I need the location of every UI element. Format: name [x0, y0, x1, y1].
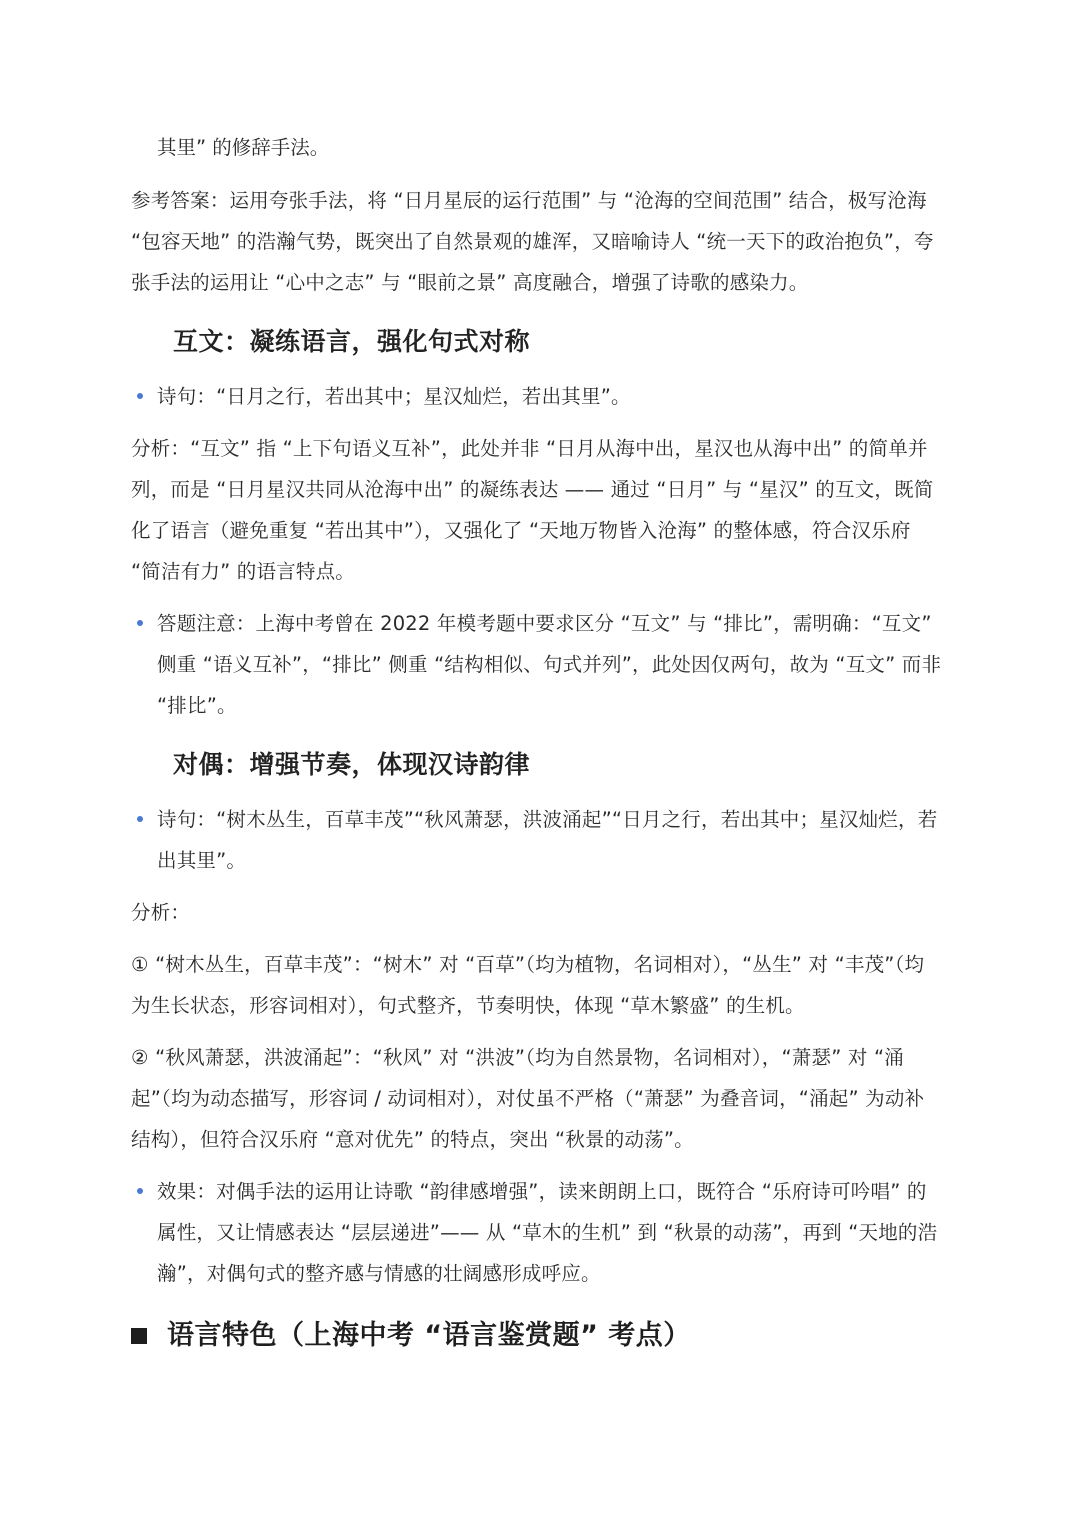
- bullet-huwen-note-text: 答题注意：上海中考曾在 2022 年模考题中要求区分 “互文” 与 “排比”，需明确：“互文” 侧重 “语义互补”，“排比” 侧重 “结构相似、句式并列”，此处因仅两句，故为 “互文” 而非 “排比”。: [157, 612, 942, 717]
- analysis-label: 分析：: [131, 901, 191, 924]
- heading-duiou: 对偶：增强节奏，体现汉诗韵律: [173, 750, 531, 779]
- bullet-huwen-poem-text: 诗句：“日月之行，若出其中；星汉灿烂，若出其里”。: [157, 385, 631, 408]
- continuation-text: 其里” 的修辞手法。: [157, 136, 330, 159]
- bullet-dot-icon: [137, 816, 143, 822]
- bullet-huwen-poem: [131, 376, 943, 417]
- heading-language-features-text: 语言特色（上海中考 “语言鉴赏题” 考点）: [167, 1320, 691, 1351]
- analysis-huwen: 分析：“互文” 指 “上下句语义互补”，此处并非 “日月从海中出，星汉也从海中出” 的简单并列，而是 “日月星汉共同从沧海中出” 的凝练表达 —— 通过 “日月” 与 “星汉” 的互文，既简化了语言（避免重复 “若出其中”），又强化了 “天地万物皆入沧海” 的整体感，符合汉乐府 “简洁有力” 的语言特点。: [131, 437, 934, 583]
- bullet-duiou-effect-text: 效果：对偶手法的运用让诗歌 “韵律感增强”，读来朗朗上口，既符合 “乐府诗可吟唱” 的属性，又让情感表达 “层层递进”—— 从 “草木的生机” 到 “秋景的动荡”，再到 “天地的浩瀚”，对偶句式的整齐感与情感的壮阔感形成呼应。: [157, 1180, 938, 1285]
- analysis-point-1: ① “树木丛生，百草丰茂”：“树木” 对 “百草”（均为植物，名词相对），“丛生” 对 “丰茂”（均为生长状态，形容词相对），句式整齐，节奏明快，体现 “草木繁盛” 的生机。: [131, 953, 925, 1017]
- reference-answer: 参考答案：运用夸张手法，将 “日月星辰的运行范围” 与 “沧海的空间范围” 结合，极写沧海 “包容天地” 的浩瀚气势，既突出了自然景观的雄浑，又暗喻诗人 “统一天下的政治抱负”，夸张手法的运用让 “心中之志” 与 “眼前之景” 高度融合，增强了诗歌的感染力。: [131, 189, 934, 294]
- square-bullet-icon: [131, 1328, 147, 1344]
- bullet-duiou-poem-text: 诗句：“树木丛生，百草丰茂”“秋风萧瑟，洪波涌起”“日月之行，若出其中；星汉灿烂，若出其里”。: [157, 808, 938, 872]
- bullet-dot-icon: [137, 393, 143, 399]
- bullet-dot-icon: [137, 1188, 143, 1194]
- analysis-point-2: ② “秋风萧瑟，洪波涌起”：“秋风” 对 “洪波”（均为自然景物，名词相对），“萧瑟” 对 “涌起”（均为动态描写，形容词 / 动词相对），对仗虽不严格（“萧瑟” 为叠音词，“涌起” 为动补结构），但符合汉乐府 “意对优先” 的特点，突出 “秋景的动荡”。: [131, 1046, 925, 1151]
- bullet-huwen-note: [131, 603, 943, 726]
- bullet-duiou-poem: [131, 799, 943, 881]
- bullet-duiou-effect: [131, 1171, 943, 1294]
- heading-huwen: 互文：凝练语言，强化句式对称: [173, 327, 531, 356]
- heading-language-features: [131, 1316, 691, 1356]
- bullet-dot-icon: [137, 620, 143, 626]
